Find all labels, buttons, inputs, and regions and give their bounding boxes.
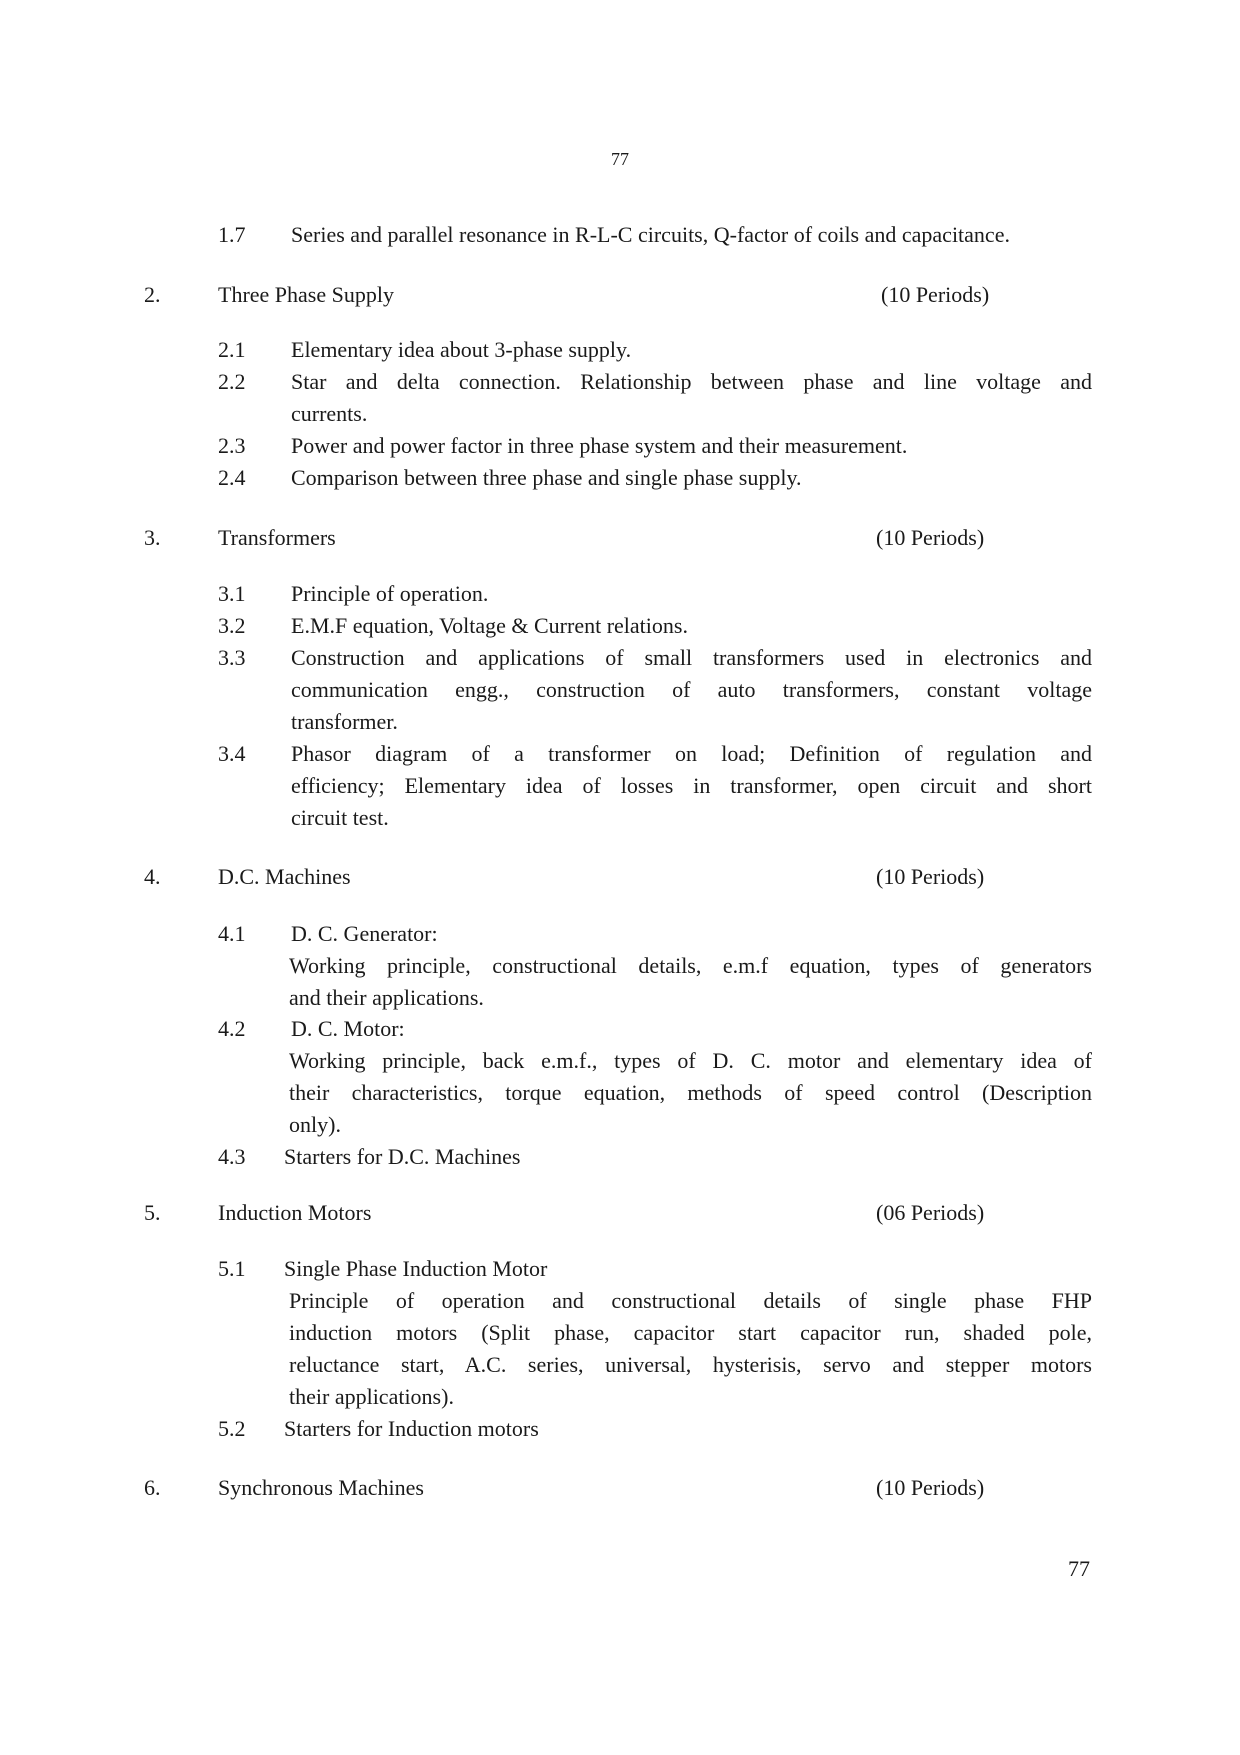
page-number-bottom: 77 [1068, 1556, 1090, 1581]
item-number: 3.3 [218, 645, 246, 670]
page-number-top: 77 [611, 149, 629, 169]
item-text-line: transformer. [291, 709, 398, 734]
item-number: 4.3 [218, 1144, 246, 1169]
item-text-line: their applications). [289, 1384, 454, 1409]
item-number: 5.1 [218, 1256, 246, 1281]
section-number: 6. [144, 1475, 161, 1500]
item-text-line: Construction and applications of small transformers used in electronics and [291, 645, 1092, 670]
item-text-line: communication engg., construction of auto transformers, constant voltage [291, 677, 1092, 702]
section-title: Synchronous Machines [218, 1475, 424, 1500]
section-number: 5. [144, 1200, 161, 1225]
item-text: Elementary idea about 3-phase supply. [291, 337, 632, 362]
item-text: E.M.F equation, Voltage & Current relations. [291, 613, 688, 638]
section-periods: (06 Periods) [876, 1200, 985, 1225]
section-title: Three Phase Supply [218, 282, 394, 307]
item-text: Principle of operation. [291, 581, 489, 606]
item-text: Comparison between three phase and single phase supply. [291, 465, 802, 490]
item-text-line: circuit test. [291, 805, 389, 830]
item-heading: Single Phase Induction Motor [284, 1256, 548, 1281]
section-title: Transformers [218, 525, 336, 550]
item-text: Starters for D.C. Machines [284, 1144, 521, 1169]
section-title: Induction Motors [218, 1200, 372, 1225]
item-number: 3.2 [218, 613, 246, 638]
item-number: 3.1 [218, 581, 246, 606]
item-text-line: their characteristics, torque equation, methods of speed control (Description [289, 1080, 1092, 1105]
item-number: 4.1 [218, 921, 246, 946]
section-periods: (10 Periods) [876, 864, 985, 889]
item-number: 5.2 [218, 1416, 246, 1441]
item-text-line: only). [289, 1112, 341, 1137]
item-number: 3.4 [218, 741, 246, 766]
section-periods: (10 Periods) [876, 1475, 985, 1500]
section-periods: (10 Periods) [876, 525, 985, 550]
item-heading: D. C. Generator: [291, 921, 438, 946]
item-text-line: induction motors (Split phase, capacitor start capacitor run, shaded pole, [289, 1320, 1092, 1345]
item-text-line: Star and delta connection. Relationship between phase and line voltage and [291, 369, 1092, 394]
item-number: 4.2 [218, 1016, 246, 1041]
item-text-line: currents. [291, 401, 368, 426]
item-text-line: Principle of operation and constructional details of single phase FHP [289, 1288, 1092, 1313]
item-text-line: Phasor diagram of a transformer on load; Definition of regulation and [291, 741, 1092, 766]
item-text-line: reluctance start, A.C. series, universal, hysterisis, servo and stepper motors [289, 1352, 1092, 1377]
item-text-line: and their applications. [289, 985, 484, 1010]
item-text-line: Working principle, constructional details, e.m.f equation, types of generators [289, 953, 1092, 978]
item-number: 2.1 [218, 337, 246, 362]
item-number: 2.2 [218, 369, 246, 394]
item-heading: D. C. Motor: [291, 1016, 405, 1041]
section-title: D.C. Machines [218, 864, 351, 889]
item-text-line: Working principle, back e.m.f., types of D. C. motor and elementary idea of [289, 1048, 1092, 1073]
item-text: Starters for Induction motors [284, 1416, 539, 1441]
item-number: 1.7 [218, 222, 246, 247]
item-text: Power and power factor in three phase system and their measurement. [291, 433, 908, 458]
item-text: Series and parallel resonance in R-L-C circuits, Q-factor of coils and capacitance. [291, 222, 1010, 247]
section-number: 3. [144, 525, 161, 550]
section-number: 4. [144, 864, 161, 889]
item-number: 2.3 [218, 433, 246, 458]
section-periods: (10 Periods) [881, 282, 990, 307]
item-text-line: efficiency; Elementary idea of losses in transformer, open circuit and short [291, 773, 1092, 798]
section-number: 2. [144, 282, 161, 307]
item-number: 2.4 [218, 465, 246, 490]
